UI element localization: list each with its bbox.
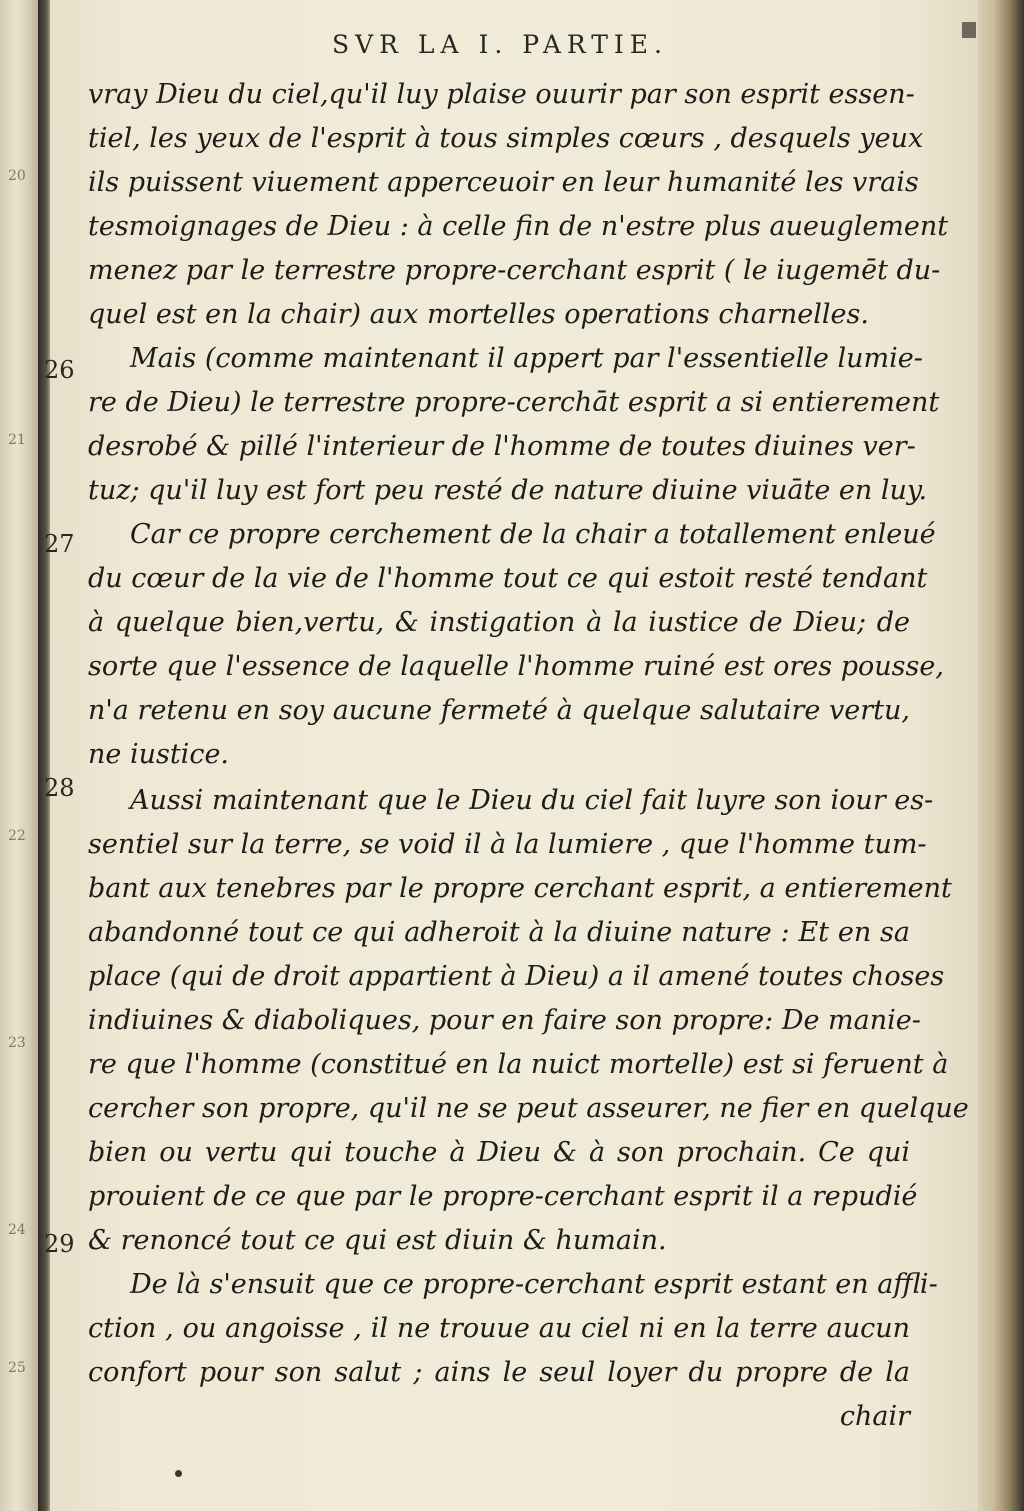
- left-page-edge: [0, 0, 40, 1511]
- text-line: desrobé & pillé l'interieur de l'homme de toutes diuines ver-: [88, 431, 916, 462]
- ink-dot: [175, 1470, 182, 1477]
- catchword: chair: [839, 1401, 910, 1432]
- left-margin-mark: 20: [8, 168, 26, 184]
- text-line: place (qui de droit appartient à Dieu) a il amené toutes choses: [88, 961, 945, 992]
- text-line: indiuines & diaboliques, pour en faire son propre: De manie-: [88, 1005, 921, 1036]
- text-line: & renoncé tout ce qui est diuin & humain.: [88, 1225, 667, 1256]
- text-line: tuz; qu'il luy est fort peu resté de nature diuine viuāte en luy.: [88, 475, 928, 506]
- text-line: Aussi maintenant que le Dieu du ciel fait luyre son iour es-: [130, 785, 934, 816]
- text-line: ils puissent viuement apperceuoir en leur humanité les vrais: [88, 167, 919, 198]
- text-line: Mais (comme maintenant il appert par l'essentielle lumie-: [130, 343, 923, 374]
- verse-number: 28: [44, 774, 75, 802]
- text-line: quel est en la chair) aux mortelles operations charnelles.: [88, 299, 869, 330]
- page-right-edge: [978, 0, 1024, 1511]
- text-line: tesmoignages de Dieu : à celle fin de n'estre plus aueuglement: [88, 211, 949, 242]
- text-line: tiel, les yeux de l'esprit à tous simples cœurs , desquels yeux: [88, 123, 924, 154]
- text-line: bien ou vertu qui touche à Dieu & à son prochain. Ce qui: [88, 1137, 910, 1168]
- text-line: re de Dieu) le terrestre propre-cerchāt esprit a si entierement: [88, 387, 940, 418]
- text-line: sentiel sur la terre, se void il à la lumiere , que l'homme tum-: [88, 829, 927, 860]
- text-line: cercher son propre, qu'il ne se peut asseurer, ne fier en quelque: [88, 1093, 969, 1124]
- left-margin-mark: 21: [8, 432, 26, 448]
- text-line: De là s'ensuit que ce propre-cerchant esprit estant en affli-: [130, 1269, 938, 1300]
- text-line: prouient de ce que par le propre-cerchant esprit il a repudié: [88, 1181, 918, 1212]
- text-line: sorte que l'essence de laquelle l'homme ruiné est ores pousse,: [88, 651, 944, 682]
- text-line: vray Dieu du ciel,qu'il luy plaise ouurir par son esprit essen-: [88, 79, 915, 110]
- left-margin-mark: 24: [8, 1222, 26, 1238]
- corner-mark: [962, 22, 976, 38]
- text-line: abandonné tout ce qui adheroit à la diuine nature : Et en sa: [88, 917, 910, 948]
- verse-number: 26: [44, 356, 75, 384]
- left-margin-mark: 25: [8, 1360, 26, 1376]
- text-line: ne iustice.: [88, 739, 229, 770]
- text-line: re que l'homme (constitué en la nuict mortelle) est si feruent à: [88, 1049, 949, 1080]
- left-margin-mark: 23: [8, 1035, 26, 1051]
- text-line: bant aux tenebres par le propre cerchant esprit, a entierement: [88, 873, 952, 904]
- text-line: menez par le terrestre propre-cerchant esprit ( le iugemēt du-: [88, 255, 941, 286]
- verse-number: 29: [44, 1230, 75, 1258]
- text-line: ction , ou angoisse , il ne trouue au ciel ni en la terre aucun: [88, 1313, 910, 1344]
- left-margin-mark: 22: [8, 828, 26, 844]
- text-line: du cœur de la vie de l'homme tout ce qui estoit resté tendant: [88, 563, 928, 594]
- running-head: SVR LA I. PARTIE.: [331, 30, 669, 59]
- verse-number: 27: [44, 530, 75, 558]
- text-line: n'a retenu en soy aucune fermeté à quelque salutaire vertu,: [88, 695, 910, 726]
- text-line: confort pour son salut ; ains le seul loyer du propre de la: [88, 1357, 910, 1388]
- text-line: à quelque bien,vertu, & instigation à la iustice de Dieu; de: [88, 607, 910, 638]
- text-line: Car ce propre cerchement de la chair a totallement enleué: [130, 519, 936, 550]
